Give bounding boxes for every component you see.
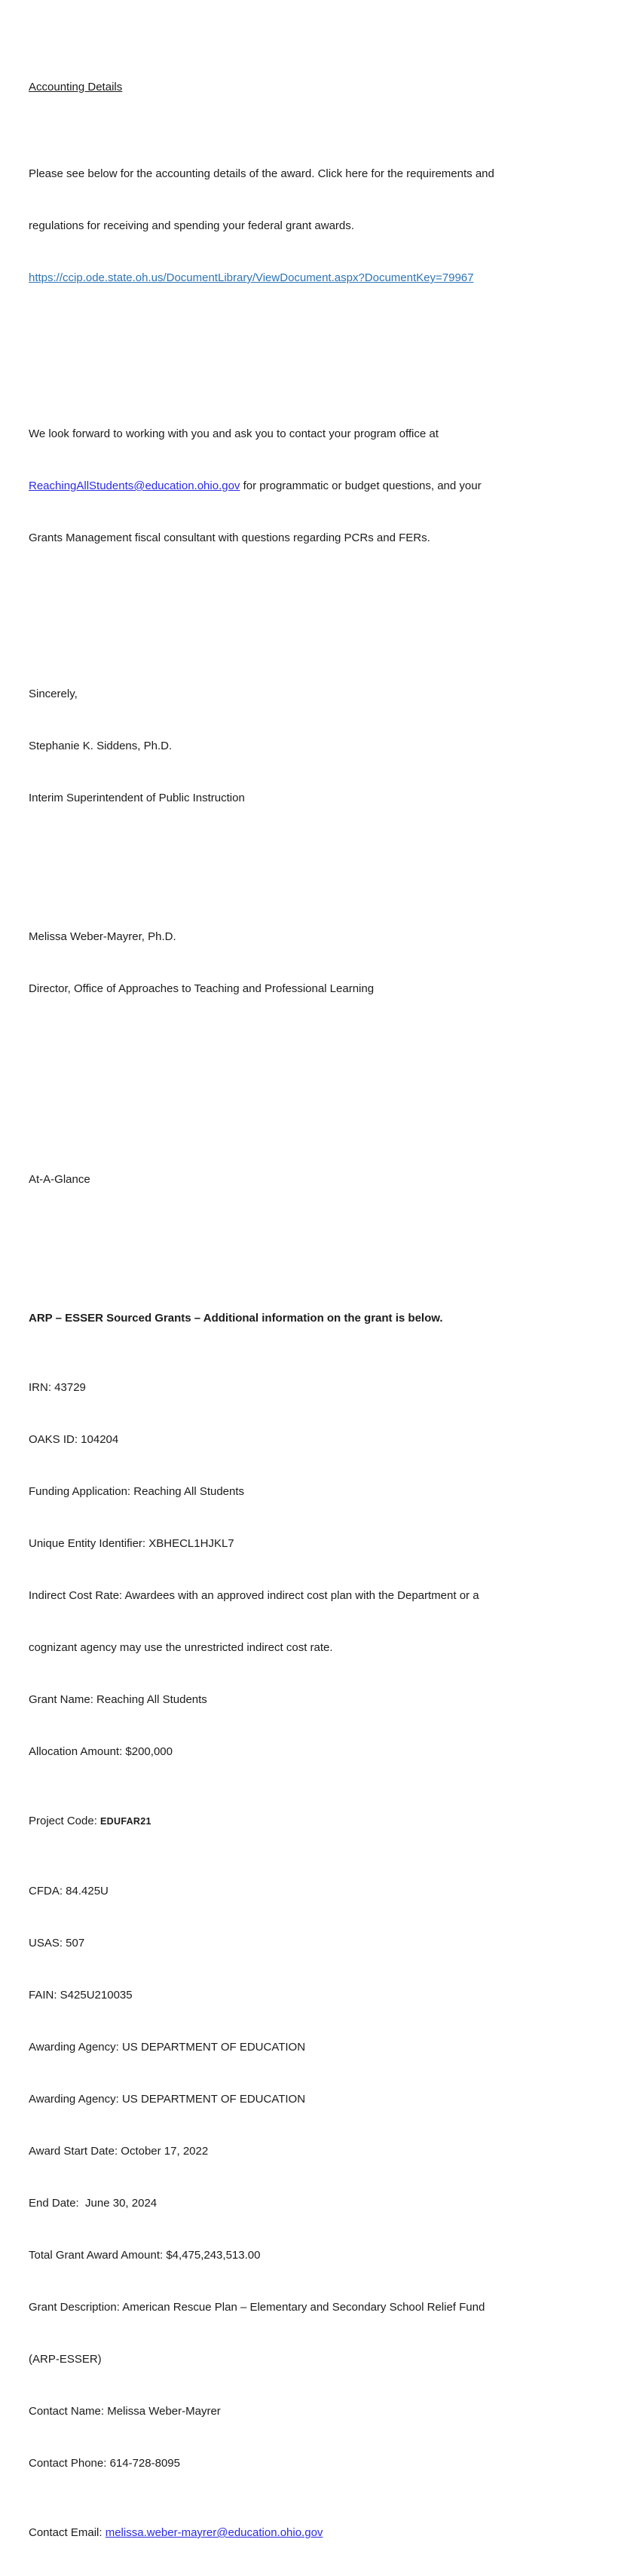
at-a-glance-subheading: ARP – ESSER Sourced Grants – Additional information on the grant is below. xyxy=(29,1312,443,1325)
blank-line xyxy=(29,599,588,616)
intro-line-1: Please see below for the accounting details of the award. Click here for the requirements and xyxy=(29,167,494,180)
glance-line-contact-email xyxy=(29,2524,588,2541)
glance-line-indirect-cost-rate-2: cognizant agency may use the unrestricted indirect cost rate. xyxy=(29,1641,333,1654)
glance-line-contact-phone: Contact Phone: 614-728-8095 xyxy=(29,2457,180,2470)
signature-title-2: Director, Office of Approaches to Teaching and Professional Learning xyxy=(29,982,375,995)
glance-line-indirect-cost-rate-1: Indirect Cost Rate: Awardees with an approved indirect cost plan with the Department or a xyxy=(29,1589,479,1602)
glance-line-usas: USAS: 507 xyxy=(29,1937,85,1950)
glance-line-project-code xyxy=(29,1812,588,1830)
signature-title-1: Interim Superintendent of Public Instruction xyxy=(29,792,245,804)
glance-line-funding-application: Funding Application: Reaching All Students xyxy=(29,1485,245,1498)
document-title: Accounting Details xyxy=(29,81,123,93)
blank-line xyxy=(29,338,588,356)
glance-line-awarding-agency-1: Awarding Agency: US DEPARTMENT OF EDUCATION xyxy=(29,2041,306,2054)
glance-line-fain: FAIN: S425U210035 xyxy=(29,1989,133,2002)
blank-line xyxy=(29,859,588,876)
glance-line-oaks-id: OAKS ID: 104204 xyxy=(29,1433,119,1446)
program-office-email-link[interactable]: ReachingAllStudents@education.ohio.gov xyxy=(29,479,240,492)
blank-line xyxy=(29,1240,588,1257)
contact-email-link[interactable]: melissa.weber-mayrer@education.ohio.gov xyxy=(105,2526,323,2539)
intro-link-line xyxy=(29,269,588,286)
project-code-value: EDUFAR21 xyxy=(100,1816,151,1827)
intro-line-2: regulations for receiving and spending your federal grant awards. xyxy=(29,219,354,232)
section-spacer xyxy=(29,1049,588,1101)
glance-line-awarding-agency-2: Awarding Agency: US DEPARTMENT OF EDUCATION xyxy=(29,2093,306,2106)
signature-name-1: Stephanie K. Siddens, Ph.D. xyxy=(29,740,173,752)
signature-closing: Sincerely, xyxy=(29,688,78,700)
glance-line-grant-description-1: Grant Description: American Rescue Plan – Elementary and Secondary School Relief Fund xyxy=(29,2301,485,2314)
glance-line-grant-description-2: (ARP-ESSER) xyxy=(29,2353,102,2366)
glance-line-grant-name: Grant Name: Reaching All Students xyxy=(29,1693,207,1706)
signature-name-2: Melissa Weber-Mayrer, Ph.D. xyxy=(29,930,176,943)
glance-line-total-grant-award-amount: Total Grant Award Amount: $4,475,243,513.00 xyxy=(29,2249,261,2262)
program-office-line-1: We look forward to working with you and ask you to contact your program office at xyxy=(29,427,439,440)
project-code-label: Project Code: xyxy=(29,1815,101,1827)
glance-line-irn: IRN: 43729 xyxy=(29,1381,86,1394)
glance-line-award-start-date: Award Start Date: October 17, 2022 xyxy=(29,2145,209,2158)
glance-line-end-date: End Date: June 30, 2024 xyxy=(29,2197,158,2210)
glance-line-contact-name: Contact Name: Melissa Weber-Mayrer xyxy=(29,2405,221,2418)
at-a-glance-heading: At-A-Glance xyxy=(29,1173,90,1186)
program-office-line-2-rest: for programmatic or budget questions, and your xyxy=(240,479,482,492)
glance-line-allocation-amount: Allocation Amount: $200,000 xyxy=(29,1745,173,1758)
glance-line-cfda: CFDA: 84.425U xyxy=(29,1885,109,1898)
program-office-line-2 xyxy=(29,477,588,495)
glance-line-unique-entity-identifier: Unique Entity Identifier: XBHECL1HJKL7 xyxy=(29,1537,234,1550)
program-office-line-3: Grants Management fiscal consultant with questions regarding PCRs and FERs. xyxy=(29,531,430,544)
contact-email-label: Contact Email: xyxy=(29,2526,106,2539)
document-library-link[interactable]: https://ccip.ode.state.oh.us/DocumentLibrary/ViewDocument.aspx?DocumentKey=79967 xyxy=(29,271,474,284)
